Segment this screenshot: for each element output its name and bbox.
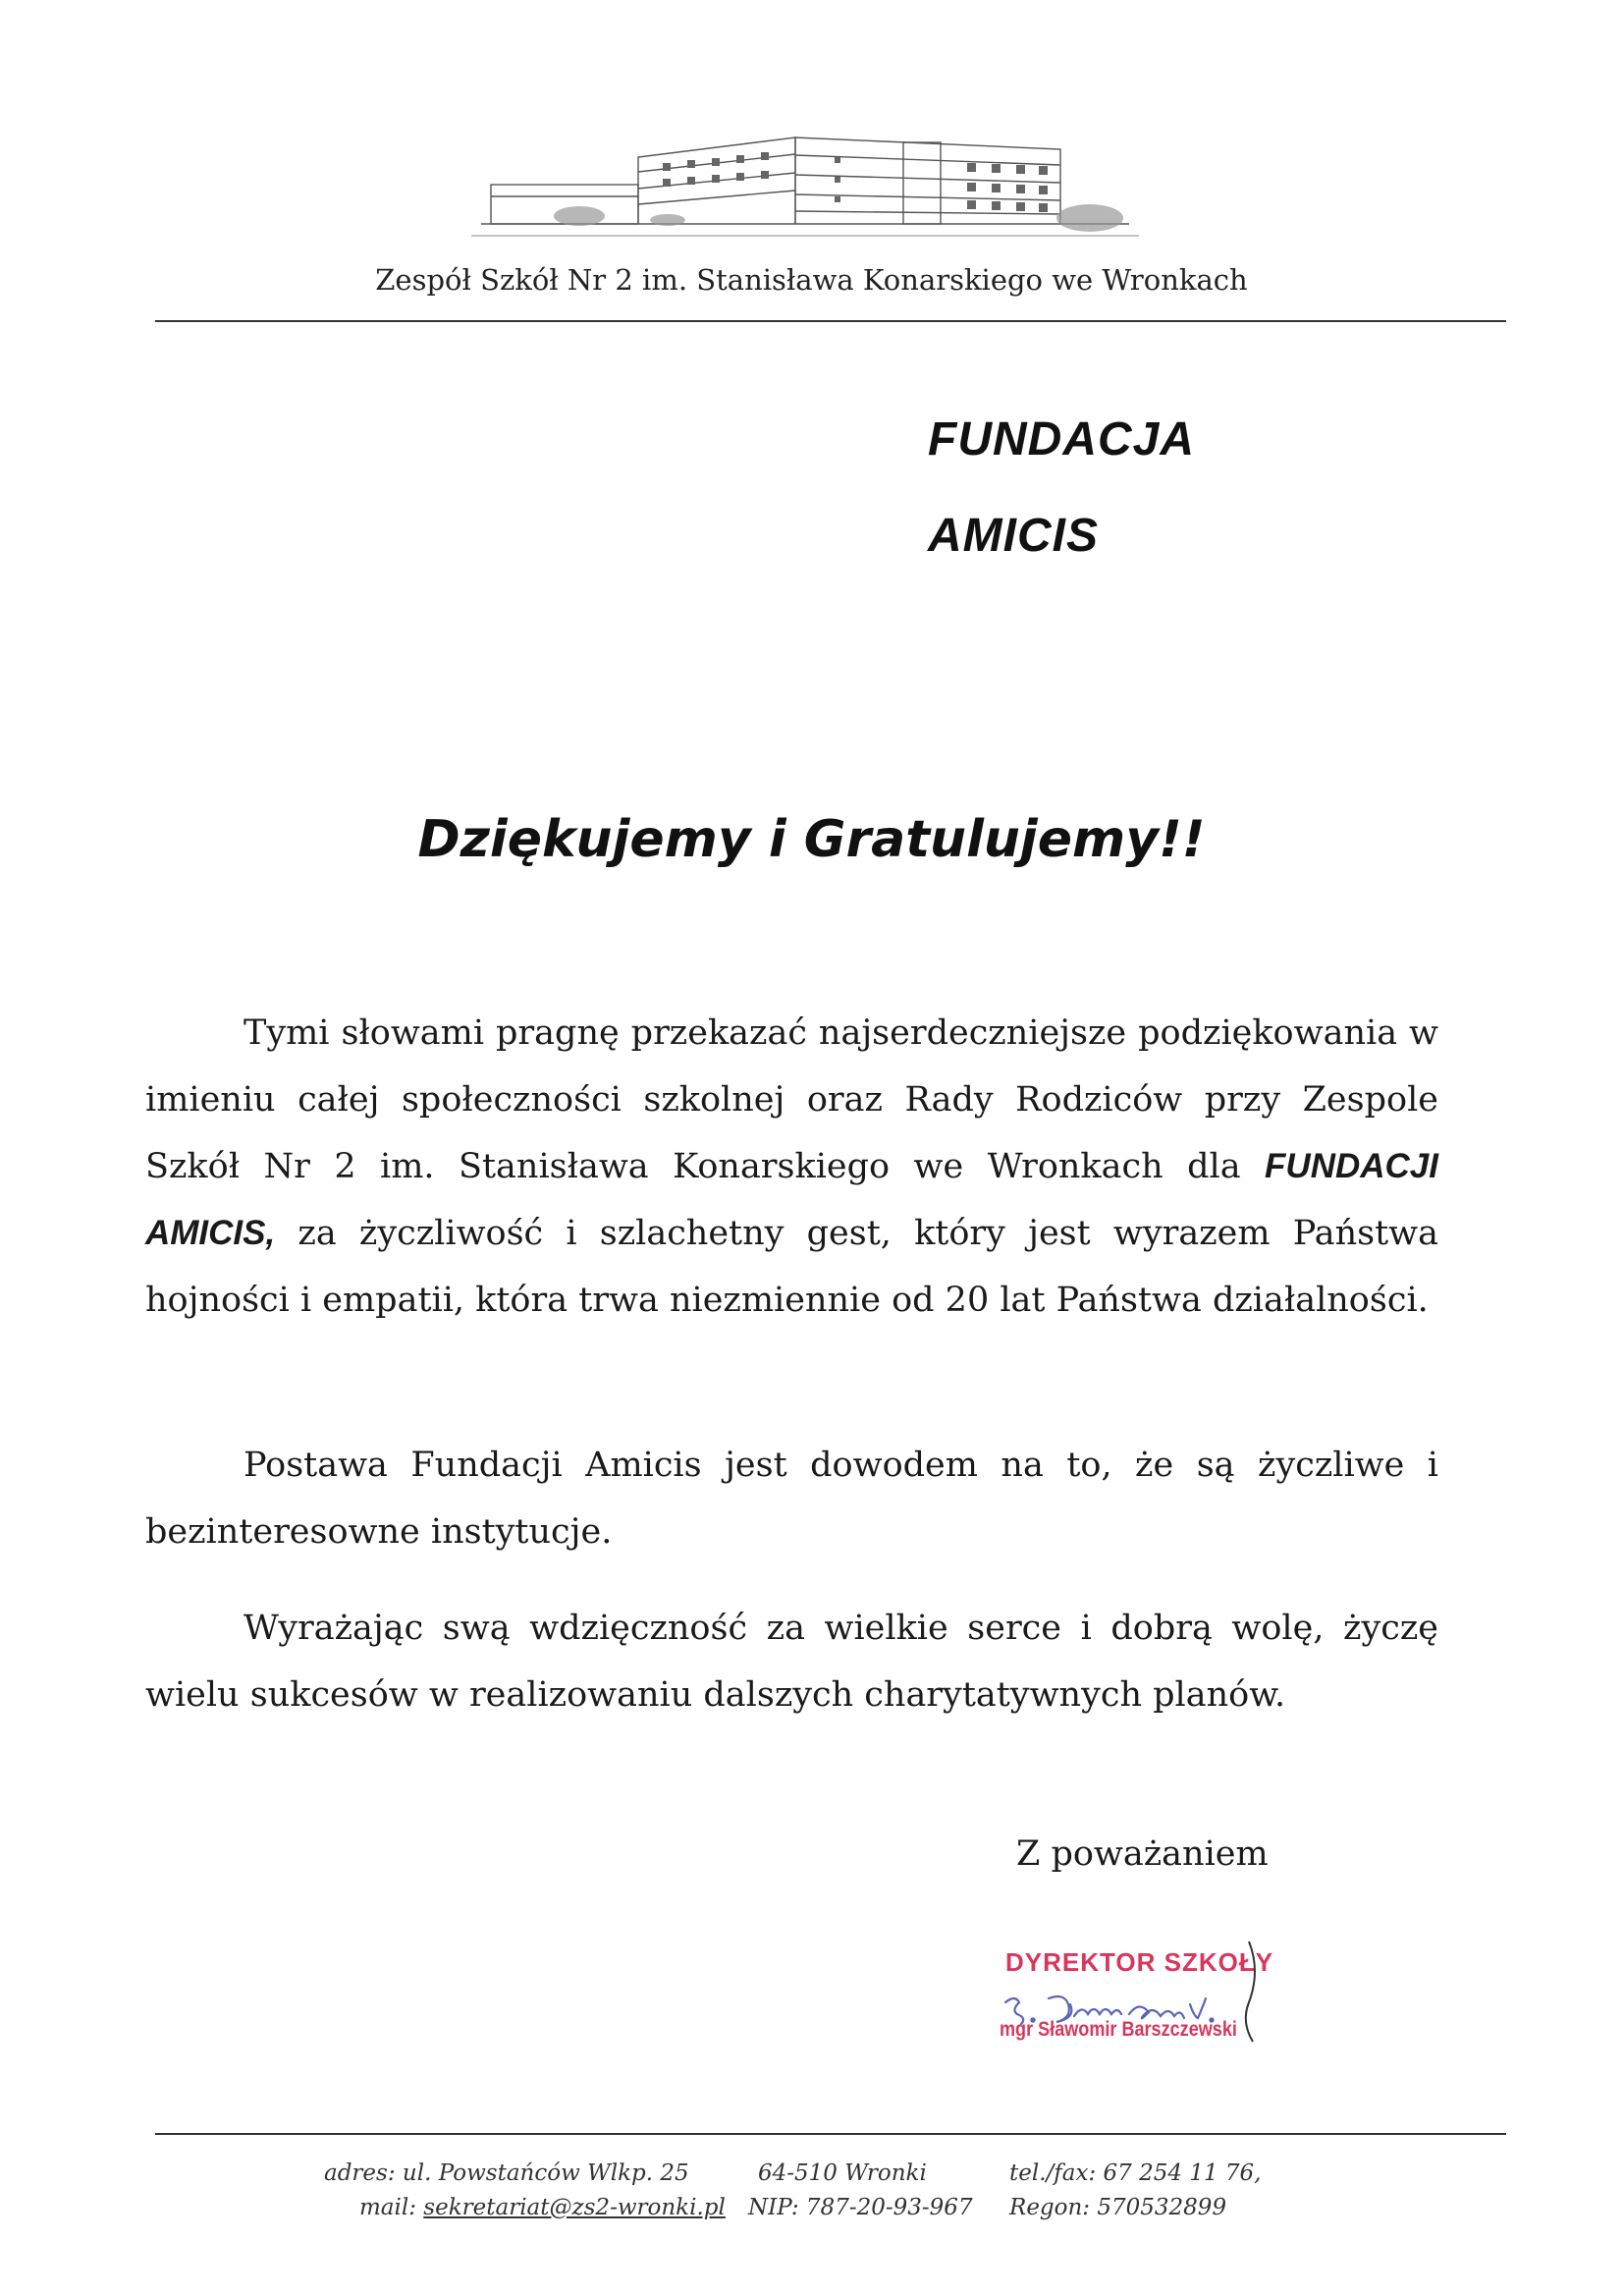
- body-paragraph-2: [145, 1432, 1438, 1565]
- paragraph-3-text: Wyrażając swą wdzięczność za wielkie serce i dobrą wolę, życzę wielu sukcesów w realizowaniu dalszych charytatywnych planów.: [145, 1609, 1438, 1715]
- director-stamp: [992, 1940, 1306, 2067]
- footer-divider: [155, 2133, 1506, 2135]
- closing-phrase: Z poważaniem: [1016, 1834, 1269, 1874]
- footer-nip: NIP: 787-20-93-967: [748, 2195, 973, 2220]
- footer-regon: Regon: 570532899: [1009, 2195, 1227, 2220]
- school-building-icon: [471, 98, 1139, 246]
- body-paragraph-1: [145, 1000, 1438, 1334]
- footer-mail-label: mail:: [359, 2195, 424, 2220]
- paragraph-1-text-a: Tymi słowami pragnę przekazać najserdeczniejsze podziękowania w imieniu całej społeczności szkolnej oraz Rady Rodziców przy Zespole Szkół Nr 2 im. Stanisława Konarskiego we Wronkach dla: [145, 1013, 1438, 1186]
- school-name: Zespół Szkół Nr 2 im. Stanisława Konarskiego we Wronkach: [375, 263, 1248, 297]
- letter-headline: Dziękujemy i Gratulujemy!!: [417, 810, 1206, 869]
- recipient-line-2: AMICIS: [928, 510, 1099, 562]
- body-paragraph-3: [145, 1595, 1438, 1728]
- footer-postal-city: 64-510 Wronki: [758, 2160, 927, 2186]
- header-divider: [155, 320, 1506, 322]
- footer-tel-fax: tel./fax: 67 254 11 76,: [1009, 2160, 1262, 2186]
- footer-address: adres: ul. Powstańców Wlkp. 25: [324, 2160, 689, 2186]
- foundation-name-emphasis: FUNDACJI AMICIS,: [145, 1147, 1438, 1252]
- footer-email-link[interactable]: sekretariat@zs2-wronki.pl: [423, 2195, 726, 2220]
- stamp-signatory-name: mgr Sławomir Barszczewski: [1000, 2018, 1237, 2041]
- recipient-line-1: FUNDACJA: [928, 413, 1195, 465]
- paragraph-2-text: Postawa Fundacji Amicis jest dowodem na to, że są życzliwe i bezinteresowne instytucje.: [145, 1446, 1438, 1552]
- footer-mail: [359, 2195, 726, 2220]
- paragraph-1-text-b: za życzliwość i szlachetny gest, który jest wyrazem Państwa hojności i empatii, która trwa niezmiennie od 20 lat Państwa działalności.: [145, 1214, 1438, 1320]
- stamp-title: DYREKTOR SZKOŁY: [1005, 1947, 1274, 1977]
- handwritten-signature: [992, 1940, 1306, 2067]
